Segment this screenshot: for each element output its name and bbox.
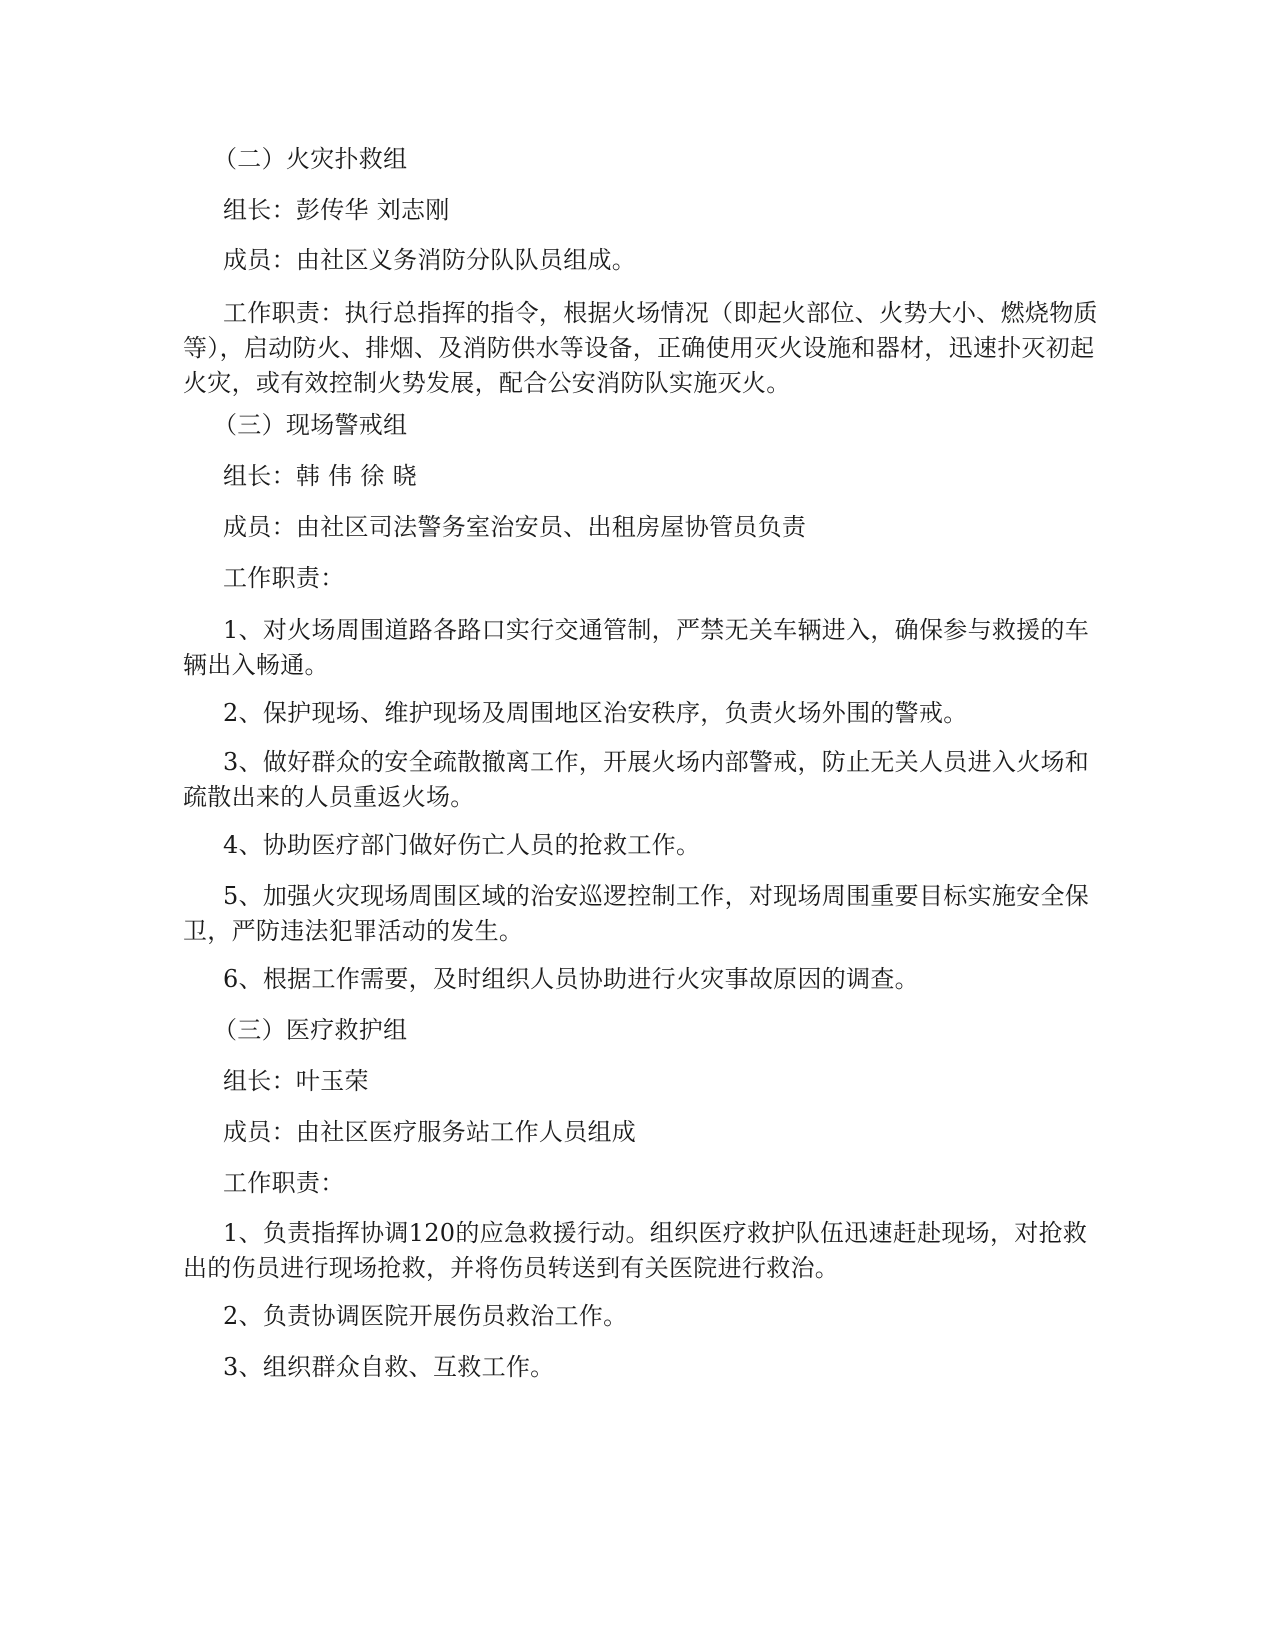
section-heading-medical: （三）医疗救护组 [213, 1016, 408, 1044]
section-duty-label: 工作职责： [223, 564, 345, 592]
section-duty-label: 工作职责： [223, 1169, 345, 1197]
list-item: 1、对火场周围道路各路口实行交通管制，严禁无关车辆进入，确保参与救援的车辆出入畅通。 [183, 616, 1090, 679]
list-item: 2、负责协调医院开展伤员救治工作。 [223, 1302, 628, 1330]
section-members: 成员：由社区义务消防分队队员组成。 [223, 246, 637, 274]
list-item: 3、组织群众自救、互救工作。 [223, 1353, 555, 1381]
list-item: 3、做好群众的安全疏散撤离工作，开展火场内部警戒，防止无关人员进入火场和疏散出来的人员重返火场。 [183, 748, 1090, 811]
section-leader: 组长：韩 伟 徐 晓 [223, 462, 417, 490]
section-members: 成员：由社区医疗服务站工作人员组成 [223, 1118, 637, 1146]
section-heading-site-guard: （三）现场警戒组 [213, 411, 408, 439]
list-item: 1、负责指挥协调120的应急救援行动。组织医疗救护队伍迅速赶赴现场，对抢救出的伤员进行现场抢救，并将伤员转送到有关医院进行救治。 [183, 1219, 1088, 1282]
list-item: 6、根据工作需要，及时组织人员协助进行火灾事故原因的调查。 [223, 965, 919, 993]
list-item: 4、协助医疗部门做好伤亡人员的抢救工作。 [223, 831, 701, 859]
list-item: 2、保护现场、维护现场及周围地区治安秩序，负责火场外围的警戒。 [223, 699, 968, 727]
section-leader: 组长：彭传华 刘志刚 [223, 196, 450, 224]
section-duty: 工作职责：执行总指挥的指令，根据火场情况（即起火部位、火势大小、燃烧物质等），启动防火、排烟、及消防供水等设备，正确使用灭火设施和器材，迅速扑灭初起火灾，或有效控制火势发展，配合公安消防队实施灭火。 [183, 299, 1098, 397]
list-item: 5、加强火灾现场周围区域的治安巡逻控制工作，对现场周围重要目标实施安全保卫，严防违法犯罪活动的发生。 [183, 882, 1090, 945]
section-leader: 组长：叶玉荣 [223, 1067, 369, 1095]
section-members: 成员：由社区司法警务室治安员、出租房屋协管员负责 [223, 513, 807, 541]
section-heading-fire-fighting: （二）火灾扑救组 [213, 145, 408, 173]
